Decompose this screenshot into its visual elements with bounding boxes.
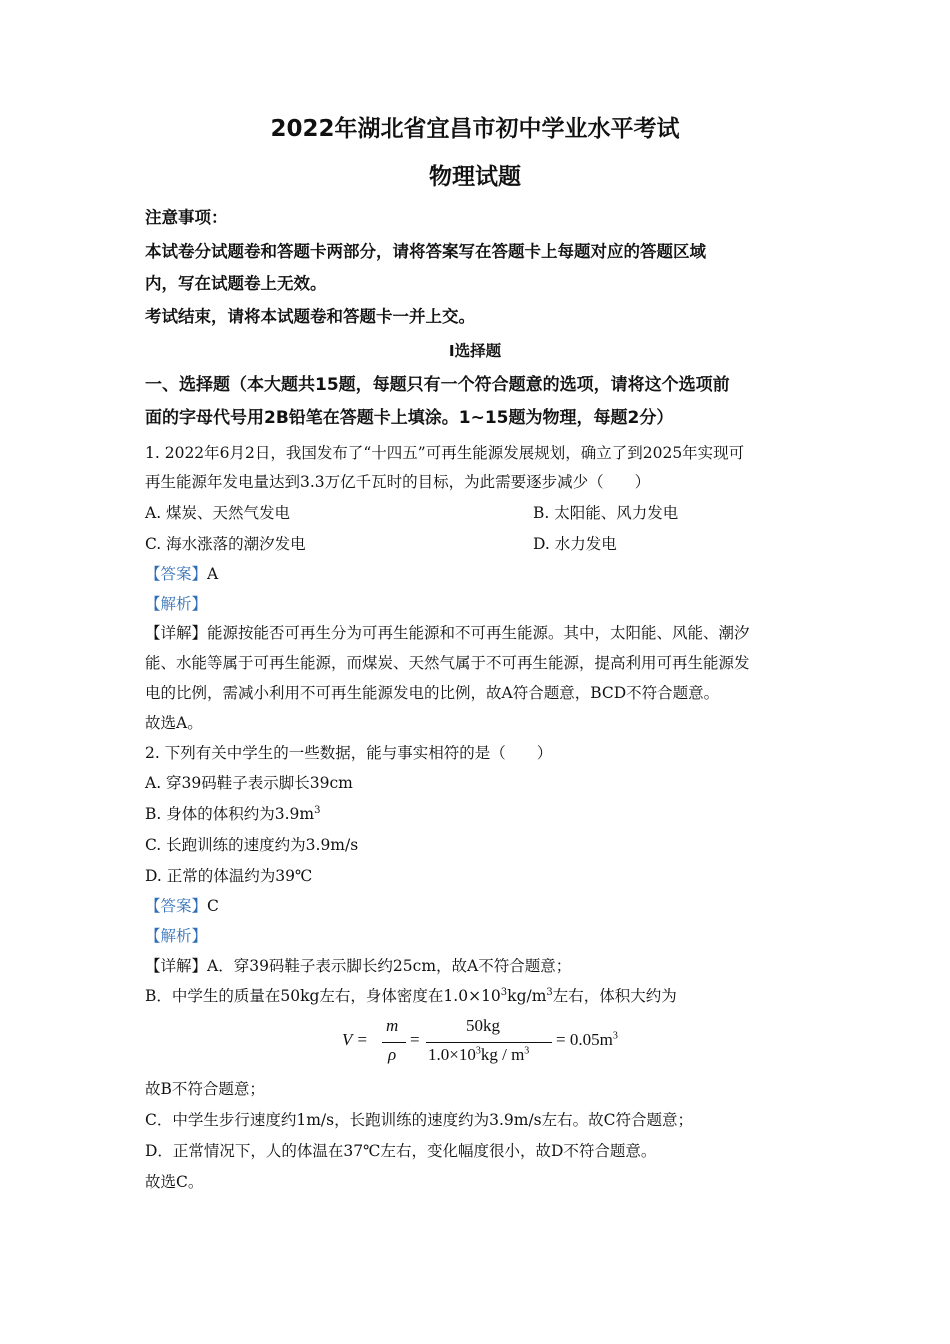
q1-detail-a (145, 622, 750, 644)
density-exp: 3 (475, 1045, 481, 1057)
detail-b-part1: B．中学生的质量在50kg左右，身体密度在1.0×10 (145, 987, 501, 1005)
q2-detail-b-end: 故B不符合题意； (145, 1080, 265, 1098)
q1-detail-b: 能、水能等属于可再生能源，而煤炭、天然气属于不可再生能源，提高利用可再生能源发 (145, 654, 750, 672)
fraction-bar (382, 1042, 406, 1043)
q2-answer (145, 895, 219, 917)
notes-item-2: 考试结束，请将本试题卷和答题卡一并上交。 (145, 307, 475, 326)
exam-title: 2022年湖北省宜昌市初中学业水平考试 (270, 116, 680, 142)
q1-stem-b: 再生能源年发电量达到3.3万亿千瓦时的目标，为此需要逐步减少（ ） (145, 473, 651, 491)
section-label: I选择题 (448, 342, 502, 360)
option-b-superscript: 3 (314, 804, 321, 816)
detail-text: A．穿39码鞋子表示脚长约25cm，故A不符合题意； (207, 957, 572, 975)
q2-detail-a (145, 955, 571, 977)
numerator-m: m (386, 1016, 399, 1035)
exam-subtitle: 物理试题 (429, 164, 521, 190)
notes-heading: 注意事项： (145, 208, 228, 227)
answer-value: C (207, 897, 219, 915)
q2-detail-b (145, 985, 677, 1007)
q2-option-a: A. 穿39码鞋子表示脚长39cm (145, 774, 353, 792)
q2-option-d: D. 正常的体温约为39℃ (145, 867, 313, 885)
q2-analysis-tag: 【解析】 (145, 927, 208, 945)
detail-b-part2: kg/m (507, 987, 547, 1005)
result-value: = 0.05m (556, 1030, 613, 1049)
answer-tag: 【答案】 (145, 897, 208, 915)
density-unit: kg / m (480, 1045, 525, 1064)
q2-detail-c: C．中学生步行速度约1m/s，长跑训练的速度约为3.9m/s左右。故C符合题意； (145, 1111, 693, 1129)
detail-text: 能源按能否可再生分为可再生能源和不可再生能源。其中，太阳能、风能、潮汐 (207, 624, 750, 642)
q1-conclusion: 故选A。 (145, 714, 203, 732)
section-instructions-b: 面的字母代号用2B铅笔在答题卡上填涂。1~15题为物理，每题2分） (145, 408, 674, 428)
q1-option-d: D. 水力发电 (533, 535, 617, 553)
section-instructions-a: 一、选择题（本大题共15题，每题只有一个符合题意的选项，请将这个选项前 (145, 375, 730, 395)
formula-lhs: V = (342, 1030, 368, 1049)
density-unit-exp: 3 (524, 1045, 530, 1057)
answer-value: A (207, 565, 219, 583)
notes-item-1a: 本试卷分试题卷和答题卡两部分，请将答案写在答题卡上每题对应的答题区域 (145, 242, 706, 261)
fraction-m-rho (382, 1014, 406, 1070)
q1-option-a: A. 煤炭、天然气发电 (145, 504, 291, 522)
fraction-bar (426, 1042, 552, 1043)
density-base: 1.0×10 (428, 1045, 476, 1064)
q2-detail-d: D．正常情况下，人的体温在37℃左右，变化幅度很小，故D不符合题意。 (145, 1142, 657, 1160)
detail-b-part3: 左右，体积大约为 (552, 987, 677, 1005)
option-b-text: B. 身体的体积约为3.9m (145, 805, 315, 823)
density-formula (340, 1014, 620, 1070)
q2-stem: 2. 下列有关中学生的一些数据，能与事实相符的是（ ） (145, 744, 553, 762)
answer-tag: 【答案】 (145, 565, 208, 583)
q1-stem-a: 1. 2022年6月2日，我国发布了“十四五”可再生能源发展规划，确立了到2025年实现可 (145, 444, 745, 462)
detail-b-sup1: 3 (500, 986, 508, 998)
q2-option-c: C. 长跑训练的速度约为3.9m/s (145, 836, 359, 854)
detail-b-sup2: 3 (546, 986, 553, 998)
q1-detail-c: 电的比例，需减小利用不可再生能源发电的比例，故A符合题意，BCD不符合题意。 (145, 684, 720, 702)
formula-equals: = (410, 1030, 420, 1049)
formula-result (556, 1030, 618, 1050)
notes-item-1b: 内，写在试题卷上无效。 (145, 274, 327, 293)
q1-answer (145, 563, 218, 585)
numerator-mass: 50kg (466, 1016, 500, 1035)
q1-option-c: C. 海水涨落的潮汐发电 (145, 535, 306, 553)
result-exp: 3 (612, 1030, 618, 1042)
denominator-rho: ρ (388, 1045, 397, 1064)
detail-tag: 【详解】 (145, 957, 208, 975)
q2-option-b (145, 803, 320, 825)
denominator-density (428, 1045, 529, 1065)
q1-analysis-tag: 【解析】 (145, 595, 208, 613)
fraction-mass-density (426, 1014, 552, 1070)
q1-option-b: B. 太阳能、风力发电 (533, 504, 679, 522)
q2-conclusion: 故选C。 (145, 1173, 204, 1191)
detail-tag: 【详解】 (145, 624, 208, 642)
